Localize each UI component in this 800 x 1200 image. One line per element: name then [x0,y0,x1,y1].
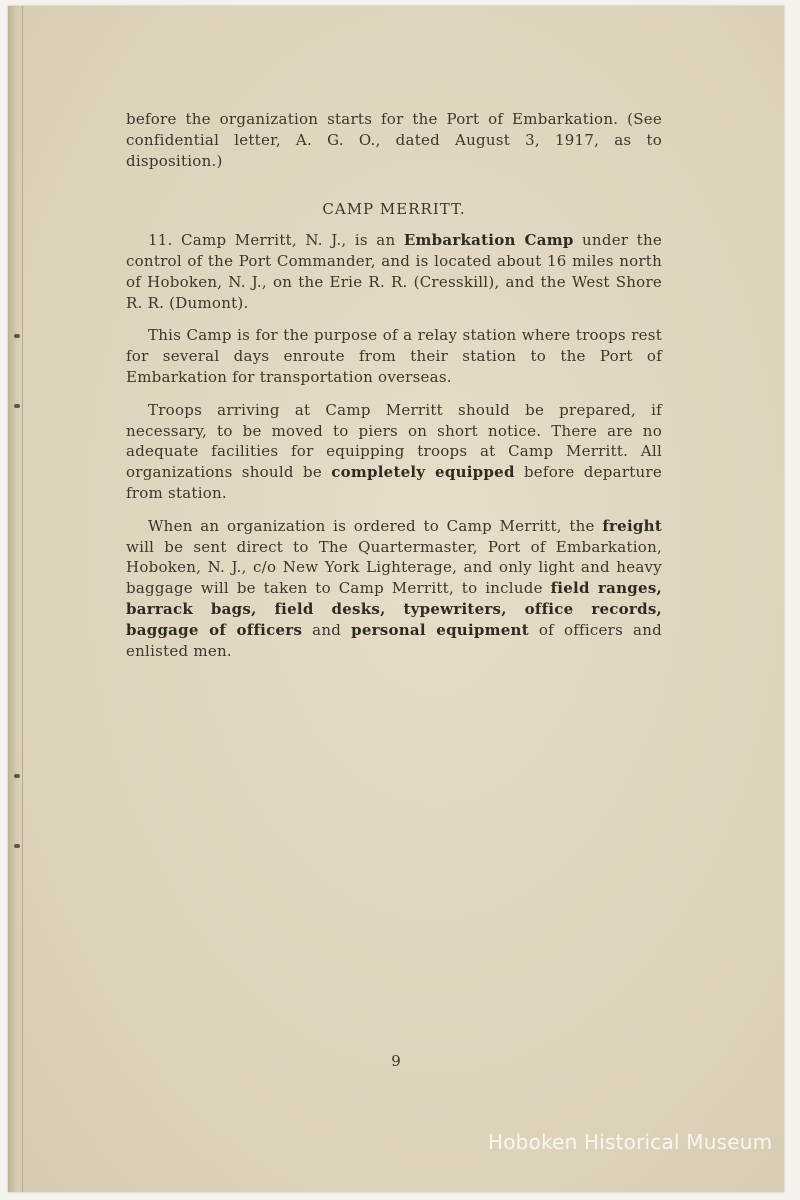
body-text [126,109,662,661]
page-number: 9 [391,1052,401,1070]
freight-emphasis: freight [602,516,662,535]
freight-paragraph-and: and [312,620,342,639]
staple-mark [14,334,20,338]
intro-paragraph: before the organization starts for the Port of Embarkation. (See confidential letter, A. G. O., dated August 3, 1917, as to disposition.) [126,110,662,170]
freight-paragraph [126,516,662,662]
paragraph-11-rest: under the control of the Port Commander, and is located about 16 miles north of Hoboken, N. J., on the Erie R. R. (Cresskill), and the West Shore R. R. (Dumont). [126,231,662,312]
troops-arriving-paragraph [126,400,662,504]
museum-watermark: Hoboken Historical Museum [488,1130,773,1154]
troops-arriving-end: before departure from station. [126,463,662,502]
personal-equipment-emphasis: personal equipment [351,620,529,639]
section-heading: CAMP MERRITT. [322,200,466,219]
embarkation-camp-emphasis: Embarkation Camp [403,231,574,250]
relay-station-paragraph: This Camp is for the purpose of a relay station where troops rest for several days enroute from their station to the Port of Embarkation for transportation overseas. [126,326,662,386]
paragraph-11-lead: 11. Camp Merritt, N. J., is an [148,231,396,250]
staple-mark [14,774,20,778]
staple-mark [14,844,20,848]
baggage-list-emphasis: field ranges, barrack bags, field desks, typewriters, office records, baggage of officers [126,579,662,639]
freight-paragraph-middle: will be sent direct to The Quartermaster, Port of Embarkation, Hoboken, N. J., c/o New York Lighterage, and only light and heavy baggage will be taken to Camp Merritt, to include [126,537,662,598]
paragraph-11 [126,230,662,313]
document-page [8,6,784,1192]
binding-spine [8,6,23,1192]
freight-paragraph-start: When an organization is ordered to Camp Merritt, the [148,516,595,535]
staple-mark [14,404,20,408]
freight-paragraph-end: of officers and enlisted men. [126,620,662,660]
troops-arriving-text: Troops arriving at Camp Merritt should be prepared, if necessary, to be moved to piers on short notice. There are no adequate facilities for equipping troops at Camp Merritt. All organizations should be [126,400,662,482]
completely-equipped-emphasis: completely equipped [331,463,515,482]
